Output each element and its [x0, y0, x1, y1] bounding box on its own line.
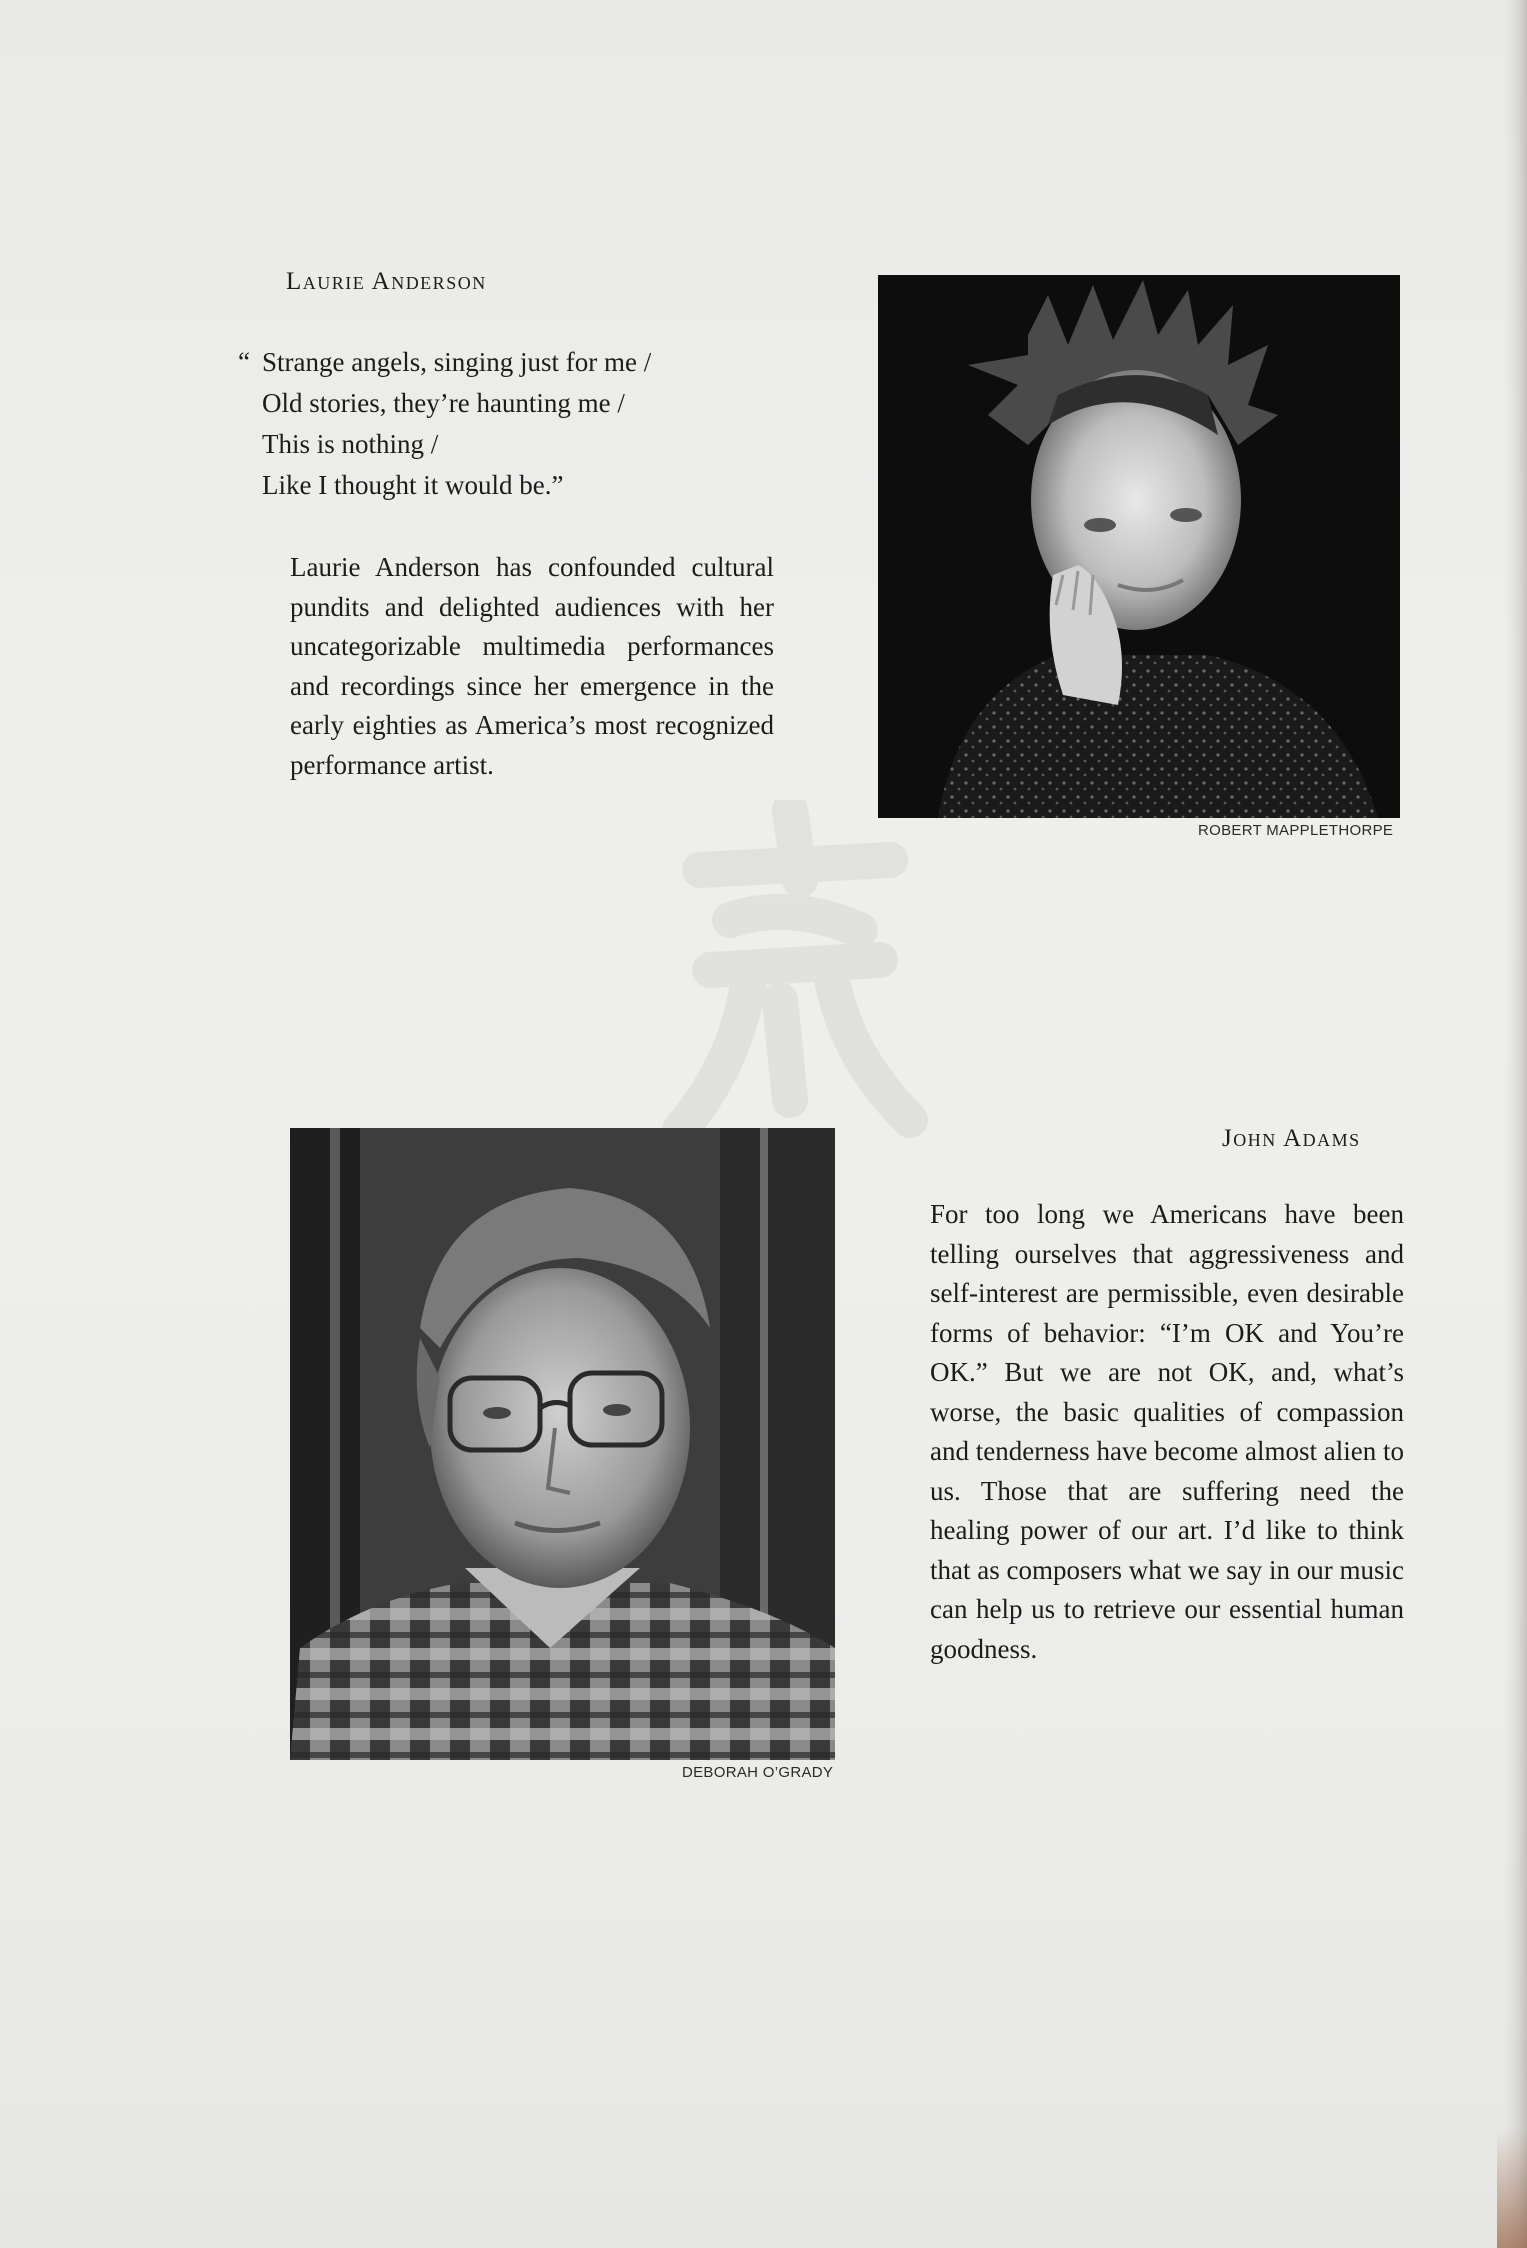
laurie-anderson-heading: Laurie Anderson [286, 268, 487, 295]
john-adams-photo-credit: DEBORAH O’GRADY [682, 1764, 834, 1781]
quote-line-3: This is nothing / [262, 429, 439, 459]
laurie-anderson-quote [238, 342, 782, 506]
quote-line-1: Strange angels, singing just for me / [262, 347, 652, 377]
laurie-anderson-photo-credit: ROBERT MAPPLETHORPE [1198, 822, 1394, 839]
page-edge-shadow [1505, 0, 1527, 2248]
page-corner [1497, 2128, 1527, 2248]
quote-line-4: Like I thought it would be.” [262, 470, 564, 500]
opening-quote-mark: “ [238, 347, 250, 377]
john-adams-bio: For too long we Americans have been telling ourselves that aggressiveness and self-interest are permissible, even desirable forms of behavior: “I’m OK and You’re OK.” But we are not OK, and, what’s worse, the basic qualities of compassion and tenderness have become almost alien to us. Those that are suffering need the healing power of our art. I’d like to think that as composers what we say in our music can help us to retrieve our essential human goodness. [930, 1199, 1404, 1664]
calligraphy-watermark-icon [640, 800, 940, 1160]
john-adams-heading: John Adams [1222, 1125, 1361, 1152]
laurie-anderson-portrait-image [878, 275, 1400, 818]
quote-line-2: Old stories, they’re haunting me / [262, 388, 625, 418]
laurie-anderson-bio: Laurie Anderson has confounded cultural pundits and delighted audiences with her uncategorizable multimedia performances and recordings since her emergence in the early eighties as America’s most recognized performance artist. [290, 552, 774, 780]
john-adams-portrait-image [290, 1128, 835, 1760]
laurie-anderson-photo [878, 275, 1400, 818]
john-adams-photo [290, 1128, 835, 1760]
